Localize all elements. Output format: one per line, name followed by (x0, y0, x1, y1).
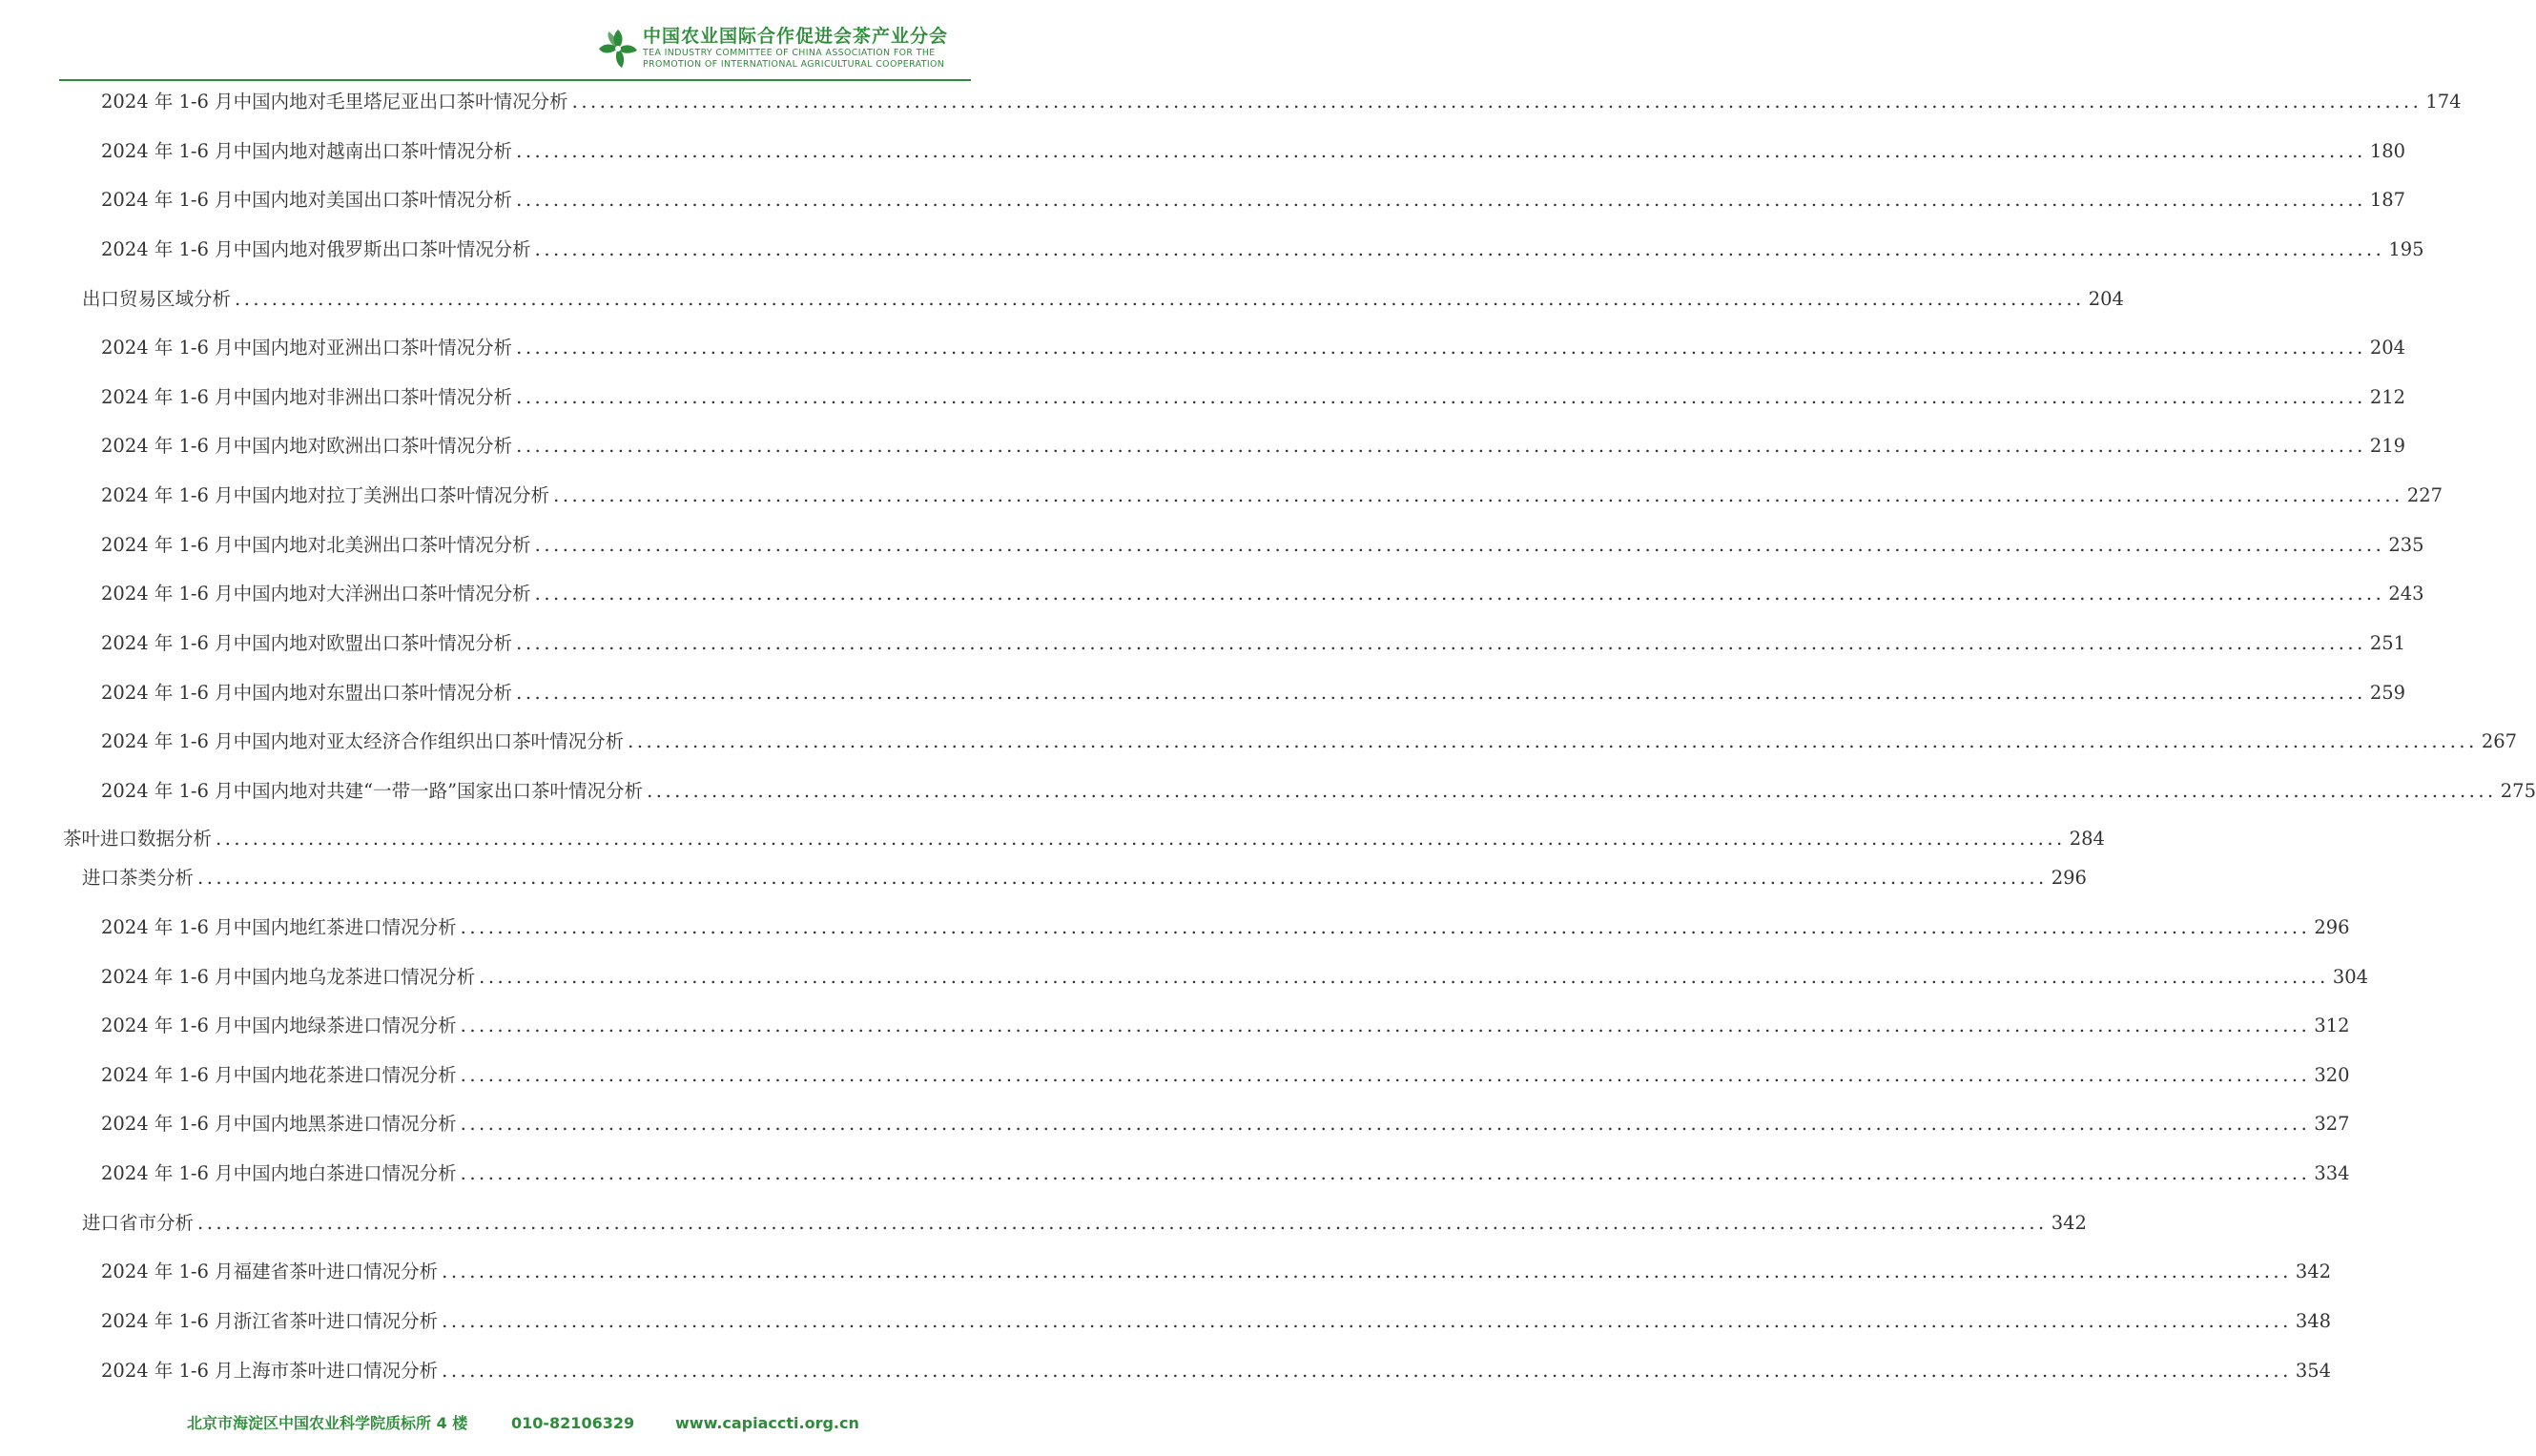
toc-entry-page-number: 320 (2314, 1064, 2350, 1086)
org-name-en-line2: PROMOTION OF INTERNATIONAL AGRICULTURAL COOPERATION (643, 59, 945, 70)
toc-entry-title: 2024 年 1-6 月中国内地对欧洲出口茶叶情况分析 (101, 435, 513, 457)
toc-entry-page-number: 195 (2388, 238, 2424, 260)
toc-entry[interactable] (101, 482, 2443, 510)
toc-entry-title: 2024 年 1-6 月中国内地对越南出口茶叶情况分析 (101, 140, 513, 162)
toc-entry[interactable] (101, 1159, 2350, 1188)
toc-dot-leader: ........................................................................................................................................................................................................ (534, 583, 2385, 605)
toc-entry-title: 进口茶类分析 (82, 867, 195, 889)
toc-entry[interactable] (101, 1061, 2350, 1090)
toc-dot-leader: ........................................................................................................................................................................................................ (479, 966, 2329, 988)
toc-dot-leader: ........................................................................................................................................................................................................ (628, 730, 2478, 752)
toc-entry-title: 2024 年 1-6 月上海市茶叶进口情况分析 (101, 1360, 439, 1382)
page-footer (0, 1409, 1030, 1438)
toc-dot-leader: ........................................................................................................................................................................................................ (647, 780, 2497, 802)
toc-entry[interactable] (101, 432, 2406, 461)
toc-entry[interactable] (63, 825, 2105, 853)
toc-entry-title: 2024 年 1-6 月中国内地绿茶进口情况分析 (101, 1015, 457, 1036)
toc-dot-leader: ........................................................................................................................................................................................................ (442, 1360, 2292, 1382)
footer-phone: 010-82106329 (511, 1414, 635, 1432)
toc-entry-page-number: 267 (2481, 730, 2518, 752)
toc-entry-title: 2024 年 1-6 月中国内地对美国出口茶叶情况分析 (101, 189, 513, 211)
toc-entry[interactable] (101, 1258, 2332, 1286)
toc-entry[interactable] (101, 1012, 2350, 1040)
footer-address: 北京市海淀区中国农业科学院质标所 4 楼 (187, 1414, 468, 1432)
toc-entry-title: 2024 年 1-6 月中国内地对大洋洲出口茶叶情况分析 (101, 583, 531, 605)
toc-entry-page-number: 219 (2369, 435, 2406, 457)
toc-entry[interactable] (101, 1110, 2350, 1138)
toc-entry[interactable] (101, 679, 2406, 707)
toc-entry-page-number: 235 (2388, 534, 2424, 556)
toc-entry-title: 进口省市分析 (82, 1212, 195, 1234)
toc-entry-page-number: 284 (2069, 828, 2105, 850)
toc-dot-leader: ........................................................................................................................................................................................................ (197, 867, 2048, 889)
toc-entry-title: 2024 年 1-6 月中国内地对欧盟出口茶叶情况分析 (101, 632, 513, 654)
toc-entry[interactable] (101, 186, 2406, 215)
toc-entry[interactable] (101, 1357, 2332, 1385)
toc-entry-title: 2024 年 1-6 月中国内地黑茶进口情况分析 (101, 1113, 457, 1135)
toc-dot-leader: ........................................................................................................................................................................................................ (460, 1015, 2311, 1036)
toc-entry-page-number: 204 (2088, 288, 2124, 310)
toc-dot-leader: ........................................................................................................................................................................................................ (235, 288, 2085, 310)
toc-entry-title: 2024 年 1-6 月中国内地红茶进口情况分析 (101, 916, 457, 938)
toc-entry-title: 2024 年 1-6 月福建省茶叶进口情况分析 (101, 1261, 439, 1282)
toc-entry-title: 2024 年 1-6 月浙江省茶叶进口情况分析 (101, 1310, 439, 1332)
toc-entry-title: 2024 年 1-6 月中国内地对俄罗斯出口茶叶情况分析 (101, 238, 531, 260)
toc-entry-page-number: 204 (2369, 337, 2406, 359)
toc-entry[interactable] (101, 963, 2369, 992)
toc-dot-leader: ........................................................................................................................................................................................................ (534, 238, 2385, 260)
toc-dot-leader: ........................................................................................................................................................................................................ (442, 1310, 2292, 1332)
toc-entry-page-number: 243 (2388, 583, 2424, 605)
toc-entry-title: 2024 年 1-6 月中国内地花茶进口情况分析 (101, 1064, 457, 1086)
toc-dot-leader: ........................................................................................................................................................................................................ (516, 386, 2366, 408)
toc-dot-leader: ........................................................................................................................................................................................................ (516, 435, 2366, 457)
toc-entry-page-number: 354 (2295, 1360, 2332, 1382)
toc-entry-title: 2024 年 1-6 月中国内地对亚洲出口茶叶情况分析 (101, 337, 513, 359)
toc-entry-page-number: 227 (2406, 484, 2443, 506)
toc-entry-page-number: 275 (2500, 780, 2536, 802)
toc-dot-leader: ........................................................................................................................................................................................................ (460, 1162, 2311, 1184)
toc-entry-page-number: 296 (2314, 916, 2350, 938)
toc-dot-leader: ........................................................................................................................................................................................................ (197, 1212, 2048, 1234)
toc-entry-page-number: 251 (2369, 632, 2406, 654)
toc-entry[interactable] (101, 1307, 2332, 1336)
toc-dot-leader: ........................................................................................................................................................................................................ (442, 1261, 2292, 1282)
toc-entry-title: 2024 年 1-6 月中国内地乌龙茶进口情况分析 (101, 966, 476, 988)
toc-entry[interactable] (101, 383, 2406, 412)
toc-entry[interactable] (101, 913, 2350, 942)
toc-entry[interactable] (101, 531, 2424, 560)
toc-dot-leader: ........................................................................................................................................................................................................ (460, 1064, 2311, 1086)
toc-entry[interactable] (101, 236, 2424, 264)
toc-entry-page-number: 334 (2314, 1162, 2350, 1184)
toc-dot-leader: ........................................................................................................................................................................................................ (516, 189, 2366, 211)
toc-entry-page-number: 327 (2314, 1113, 2350, 1135)
toc-entry[interactable] (82, 864, 2087, 892)
toc-entry-page-number: 212 (2369, 386, 2406, 408)
toc-entry-title: 2024 年 1-6 月中国内地对非洲出口茶叶情况分析 (101, 386, 513, 408)
toc-entry-page-number: 342 (2051, 1212, 2087, 1234)
toc-entry[interactable] (101, 334, 2406, 362)
toc-entry[interactable] (101, 580, 2424, 608)
toc-entry-title: 2024 年 1-6 月中国内地对北美洲出口茶叶情况分析 (101, 534, 531, 556)
toc-entry-title: 2024 年 1-6 月中国内地对拉丁美洲出口茶叶情况分析 (101, 484, 550, 506)
toc-entry-page-number: 348 (2295, 1310, 2332, 1332)
toc-entry-title: 2024 年 1-6 月中国内地白茶进口情况分析 (101, 1162, 457, 1184)
toc-dot-leader: ........................................................................................................................................................................................................ (516, 140, 2366, 162)
toc-dot-leader: ........................................................................................................................................................................................................ (571, 91, 2423, 113)
toc-entry-page-number: 180 (2369, 140, 2406, 162)
toc-entry-title: 2024 年 1-6 月中国内地对毛里塔尼亚出口茶叶情况分析 (101, 91, 568, 113)
toc-dot-leader: ........................................................................................................................................................................................................ (460, 1113, 2311, 1135)
org-name-cn: 中国农业国际合作促进会茶产业分会 (643, 26, 949, 47)
toc-entry-title: 2024 年 1-6 月中国内地对亚太经济合作组织出口茶叶情况分析 (101, 730, 625, 752)
footer-website[interactable]: www.capiaccti.org.cn (675, 1414, 859, 1432)
toc-entry[interactable] (101, 777, 2536, 806)
org-name-en-line1: TEA INDUSTRY COMMITTEE OF CHINA ASSOCIATION FOR THE (643, 48, 936, 58)
toc-entry[interactable] (82, 285, 2124, 314)
toc-entry[interactable] (101, 728, 2518, 756)
toc-entry[interactable] (101, 137, 2406, 166)
toc-entry-page-number: 342 (2295, 1261, 2332, 1282)
toc-entry-page-number: 296 (2051, 867, 2087, 889)
toc-entry-page-number: 259 (2369, 682, 2406, 704)
toc-dot-leader: ........................................................................................................................................................................................................ (553, 484, 2403, 506)
toc-entry-title: 2024 年 1-6 月中国内地对共建“一带一路”国家出口茶叶情况分析 (101, 780, 644, 802)
toc-dot-leader: ........................................................................................................................................................................................................ (534, 534, 2385, 556)
toc-entry[interactable] (101, 88, 2462, 116)
toc-entry-page-number: 312 (2314, 1015, 2350, 1036)
toc-entry[interactable] (82, 1209, 2087, 1238)
toc-entry-title: 茶叶进口数据分析 (63, 828, 213, 850)
toc-entry-page-number: 187 (2369, 189, 2406, 211)
toc-entry-page-number: 174 (2425, 91, 2462, 113)
toc-entry-title: 出口贸易区域分析 (82, 288, 232, 310)
toc-dot-leader: ........................................................................................................................................................................................................ (516, 632, 2366, 654)
toc-entry-title: 2024 年 1-6 月中国内地对东盟出口茶叶情况分析 (101, 682, 513, 704)
toc-dot-leader: ........................................................................................................................................................................................................ (216, 828, 2066, 850)
toc-dot-leader: ........................................................................................................................................................................................................ (516, 337, 2366, 359)
toc-entry[interactable] (101, 629, 2406, 658)
toc-entry-page-number: 304 (2332, 966, 2369, 988)
toc-dot-leader: ........................................................................................................................................................................................................ (460, 916, 2311, 938)
toc-dot-leader: ........................................................................................................................................................................................................ (516, 682, 2366, 704)
